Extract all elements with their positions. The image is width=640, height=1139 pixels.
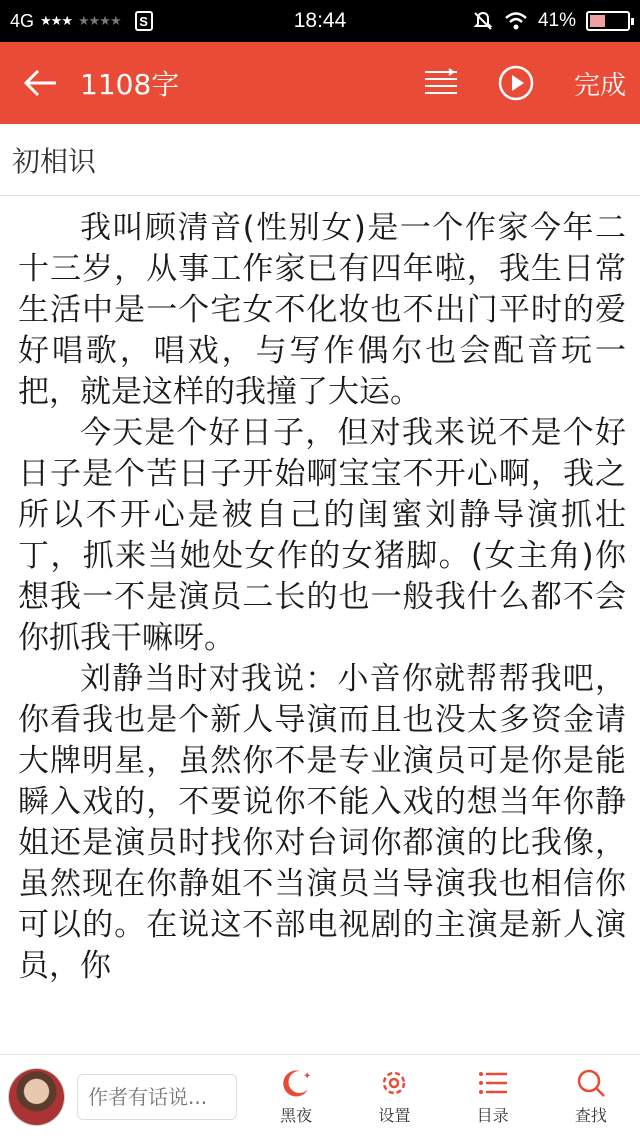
night-mode-button[interactable]	[247, 1055, 345, 1139]
wifi-icon	[504, 11, 528, 31]
list-icon	[477, 1067, 509, 1099]
paragraph: 刘静当时对我说：小音你就帮帮我吧，你看我也是个新人导演而且也没太多资金请大牌明星，虽然你不是专业演员可是你是能瞬入戏的，不要说你不能入戏的想当年你静姐还是演员时找你对台词你都演的比我像，虽然现在你静姐不当演员当导演我也相信你可以的。在说这不部电视剧的主演是新人演员，你	[18, 661, 626, 984]
author-note-input[interactable]	[77, 1074, 237, 1120]
back-arrow-icon	[22, 68, 58, 98]
top-toolbar	[0, 42, 640, 124]
toc-label: 目录	[476, 1106, 509, 1125]
status-bar	[0, 0, 640, 42]
night-label: 黑夜	[280, 1106, 313, 1125]
chapter-title[interactable]: 初相识	[0, 124, 640, 196]
back-button[interactable]	[0, 42, 80, 124]
chapter-body[interactable]	[18, 208, 626, 1054]
moon-icon	[280, 1067, 312, 1099]
notification-s-icon: S	[135, 11, 153, 31]
word-count-title: 1108字	[80, 68, 180, 101]
settings-button[interactable]	[345, 1055, 443, 1139]
play-button[interactable]	[476, 42, 556, 124]
battery-icon	[586, 11, 630, 31]
paragraph: 今天是个好日子，但对我来说不是个好日子是个苦日子开始啊宝宝不开心啊，我之所以不开心是被自己的闺蜜刘静导演抓壮丁，抓来当她处女作的女猪脚。(女主角)你想我一不是演员二长的也一般我什么都不会你抓我干嘛呀。	[18, 415, 626, 656]
network-label: 4G	[10, 10, 35, 31]
play-circle-icon	[497, 64, 535, 102]
settings-label: 设置	[378, 1106, 411, 1125]
done-button[interactable]: 完成	[573, 70, 626, 101]
author-avatar[interactable]	[8, 1068, 65, 1126]
search-icon	[575, 1067, 607, 1099]
bottom-bar	[0, 1054, 640, 1138]
status-time: 18:44	[293, 9, 347, 32]
search-label: 查找	[574, 1106, 607, 1125]
search-button[interactable]	[542, 1055, 640, 1139]
mute-bell-icon	[472, 10, 494, 32]
svg-text:✦: ✦	[303, 1071, 312, 1082]
gear-icon	[378, 1067, 410, 1099]
battery-percent: 41%	[537, 10, 576, 31]
paragraph: 我叫顾清音(性别女)是一个作家今年二十三岁，从事工作家已有四年啦，我生日常生活中是一个宅女不化妆也不出门平时的爱好唱歌，唱戏，与写作偶尔也会配音玩一把，就是这样的我撞了大运。	[18, 210, 626, 410]
signal-1-icon: ★★★	[40, 13, 72, 28]
signal-2-icon: ★★★★	[77, 13, 121, 28]
format-button[interactable]	[406, 42, 476, 124]
format-lines-icon	[423, 68, 459, 98]
toc-button[interactable]	[444, 1055, 542, 1139]
